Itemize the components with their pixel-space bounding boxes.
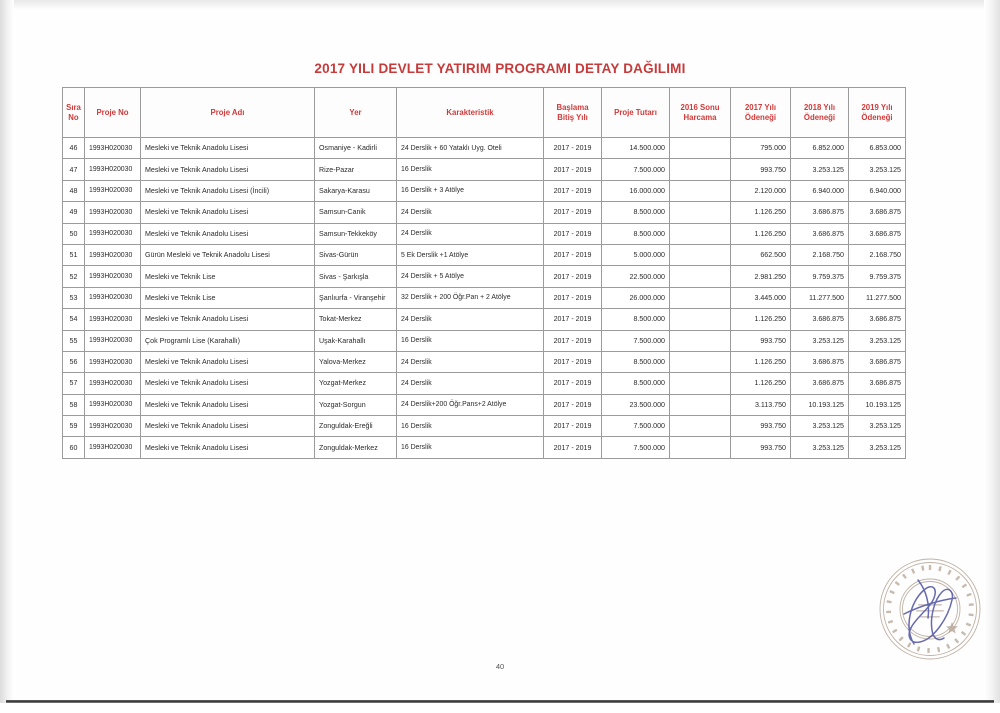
cell-proje-tutari: 26.000.000: [602, 287, 670, 308]
cell-sira: 52: [63, 266, 85, 287]
column-header-sira-line2: No: [68, 112, 79, 122]
cell-proje-tutari: 5.000.000: [602, 244, 670, 265]
cell-2018-odenegi: 3.686.875: [791, 309, 849, 330]
column-header-proje-no: [85, 88, 141, 138]
cell-proje-tutari: 8.500.000: [602, 309, 670, 330]
cell-2018-odenegi: 10.193.125: [791, 394, 849, 415]
cell-2019-odenegi: 6.853.000: [849, 138, 906, 159]
cell-2017-odenegi: 2.981.250: [731, 266, 791, 287]
cell-proje-adi: Mesleki ve Teknik Lise: [141, 287, 315, 308]
cell-baslama-bitis-yili: 2017 - 2019: [544, 437, 602, 458]
cell-2018-odenegi: 3.686.875: [791, 223, 849, 244]
table-row: [63, 138, 906, 159]
scan-edge-left: [0, 0, 14, 713]
table-row: [63, 287, 906, 308]
cell-proje-no: 1993H020030: [85, 138, 141, 159]
cell-baslama-bitis-yili: 2017 - 2019: [544, 244, 602, 265]
cell-proje-tutari: 7.500.000: [602, 437, 670, 458]
cell-2016-sonu-harcama: [670, 437, 731, 458]
cell-baslama-bitis-yili: 2017 - 2019: [544, 266, 602, 287]
cell-yer: Osmaniye - Kadirli: [315, 138, 397, 159]
cell-2017-odenegi: 1.126.250: [731, 309, 791, 330]
column-header-2018-line1: 2018 Yılı Ödeneği: [803, 102, 836, 122]
cell-proje-adi: Mesleki ve Teknik Anadolu Lisesi: [141, 223, 315, 244]
cell-2016-sonu-harcama: [670, 202, 731, 223]
cell-2018-odenegi: 11.277.500: [791, 287, 849, 308]
table-body: [63, 138, 906, 459]
cell-2019-odenegi: 3.253.125: [849, 159, 906, 180]
cell-proje-tutari: 23.500.000: [602, 394, 670, 415]
cell-karakteristik: 32 Derslik + 200 Öğr.Pan + 2 Atölye: [397, 287, 544, 308]
cell-sira: 47: [63, 159, 85, 180]
table-row: [63, 351, 906, 372]
cell-2019-odenegi: 3.253.125: [849, 416, 906, 437]
cell-2018-odenegi: 3.253.125: [791, 437, 849, 458]
cell-2019-odenegi: 6.940.000: [849, 180, 906, 201]
cell-yer: Rize-Pazar: [315, 159, 397, 180]
cell-proje-tutari: 7.500.000: [602, 330, 670, 351]
cell-2019-odenegi: 11.277.500: [849, 287, 906, 308]
cell-sira: 58: [63, 394, 85, 415]
column-header-yer-line1: Yer: [349, 107, 362, 117]
cell-proje-adi: Mesleki ve Teknik Anadolu Lisesi: [141, 138, 315, 159]
cell-karakteristik: 24 Derslik + 5 Atölye: [397, 266, 544, 287]
cell-yer: Samsun-Tekkeköy: [315, 223, 397, 244]
cell-proje-adi: Mesleki ve Teknik Anadolu Lisesi: [141, 159, 315, 180]
table-row: [63, 394, 906, 415]
cell-proje-tutari: 14.500.000: [602, 138, 670, 159]
cell-baslama-bitis-yili: 2017 - 2019: [544, 394, 602, 415]
cell-sira: 49: [63, 202, 85, 223]
cell-karakteristik: 24 Derslik: [397, 309, 544, 330]
seal-rings: [880, 559, 980, 659]
cell-2016-sonu-harcama: [670, 223, 731, 244]
cell-proje-no: 1993H020030: [85, 159, 141, 180]
cell-karakteristik: 24 Derslik: [397, 373, 544, 394]
handwritten-signature: [904, 580, 956, 644]
cell-karakteristik: 16 Derslik: [397, 159, 544, 180]
cell-karakteristik: 24 Derslik+200 Öğr.Pans+2 Atölye: [397, 394, 544, 415]
cell-2017-odenegi: 993.750: [731, 159, 791, 180]
cell-proje-adi: Çok Programlı Lise (Karahallı): [141, 330, 315, 351]
cell-proje-tutari: 8.500.000: [602, 373, 670, 394]
cell-2018-odenegi: 6.940.000: [791, 180, 849, 201]
cell-yer: Sivas - Şarkışla: [315, 266, 397, 287]
cell-proje-tutari: 8.500.000: [602, 202, 670, 223]
cell-yer: Tokat-Merkez: [315, 309, 397, 330]
cell-karakteristik: 24 Derslik: [397, 202, 544, 223]
cell-proje-adi: Mesleki ve Teknik Anadolu Lisesi: [141, 373, 315, 394]
scan-edge-right: [984, 0, 1000, 713]
page-title: 2017 YILI DEVLET YATIRIM PROGRAMI DETAY DAĞILIMI: [314, 61, 686, 76]
cell-2018-odenegi: 3.686.875: [791, 202, 849, 223]
scan-edge-top: [0, 0, 1000, 10]
cell-baslama-bitis-yili: 2017 - 2019: [544, 330, 602, 351]
table-row: [63, 437, 906, 458]
cell-baslama-bitis-yili: 2017 - 2019: [544, 223, 602, 244]
cell-2017-odenegi: 1.126.250: [731, 373, 791, 394]
column-header-karakteristik: [397, 88, 544, 138]
cell-2019-odenegi: 3.686.875: [849, 373, 906, 394]
column-header-2019-odenegi: [849, 88, 906, 138]
cell-sira: 51: [63, 244, 85, 265]
cell-karakteristik: 5 Ek Derslik +1 Atölye: [397, 244, 544, 265]
table-row: [63, 416, 906, 437]
cell-2016-sonu-harcama: [670, 309, 731, 330]
cell-2019-odenegi: 3.686.875: [849, 223, 906, 244]
cell-2018-odenegi: 9.759.375: [791, 266, 849, 287]
cell-2016-sonu-harcama: [670, 180, 731, 201]
column-header-2017-line1: 2017 Yılı Ödeneği: [744, 102, 777, 122]
column-header-proje-no-line1: Proje No: [96, 107, 129, 117]
cell-2017-odenegi: 3.445.000: [731, 287, 791, 308]
cell-2017-odenegi: 662.500: [731, 244, 791, 265]
scan-bottom-fill: [0, 703, 1000, 713]
cell-proje-adi: Mesleki ve Teknik Anadolu Lisesi (İncili): [141, 180, 315, 201]
cell-sira: 54: [63, 309, 85, 330]
cell-proje-no: 1993H020030: [85, 330, 141, 351]
cell-proje-tutari: 8.500.000: [602, 223, 670, 244]
cell-proje-tutari: 8.500.000: [602, 351, 670, 372]
cell-proje-no: 1993H020030: [85, 351, 141, 372]
cell-2019-odenegi: 9.759.375: [849, 266, 906, 287]
cell-yer: Zonguldak-Ereğli: [315, 416, 397, 437]
cell-2018-odenegi: 6.852.000: [791, 138, 849, 159]
table-row: [63, 266, 906, 287]
column-header-proje-adi: [141, 88, 315, 138]
cell-proje-adi: Mesleki ve Teknik Anadolu Lisesi: [141, 351, 315, 372]
column-header-harcama-line2: Harcama: [683, 112, 717, 122]
table-row: [63, 159, 906, 180]
cell-sira: 48: [63, 180, 85, 201]
cell-2016-sonu-harcama: [670, 373, 731, 394]
cell-sira: 57: [63, 373, 85, 394]
cell-2017-odenegi: 2.120.000: [731, 180, 791, 201]
cell-proje-no: 1993H020030: [85, 180, 141, 201]
cell-baslama-bitis-yili: 2017 - 2019: [544, 351, 602, 372]
column-header-2019-line1: 2019 Yılı Ödeneği: [861, 102, 893, 122]
cell-2016-sonu-harcama: [670, 351, 731, 372]
cell-proje-tutari: 7.500.000: [602, 416, 670, 437]
cell-sira: 53: [63, 287, 85, 308]
cell-2017-odenegi: 993.750: [731, 437, 791, 458]
cell-2019-odenegi: 3.686.875: [849, 351, 906, 372]
cell-baslama-bitis-yili: 2017 - 2019: [544, 309, 602, 330]
cell-baslama-bitis-yili: 2017 - 2019: [544, 138, 602, 159]
cell-yer: Yozgat-Merkez: [315, 373, 397, 394]
column-header-proje-tutari: [602, 88, 670, 138]
table-row: [63, 223, 906, 244]
cell-proje-no: 1993H020030: [85, 202, 141, 223]
cell-proje-no: 1993H020030: [85, 223, 141, 244]
cell-baslama-bitis-yili: 2017 - 2019: [544, 180, 602, 201]
cell-proje-adi: Mesleki ve Teknik Anadolu Lisesi: [141, 394, 315, 415]
cell-proje-no: 1993H020030: [85, 266, 141, 287]
cell-baslama-bitis-yili: 2017 - 2019: [544, 159, 602, 180]
column-header-sira-line1: Sıra: [66, 102, 81, 112]
column-header-karakteristik-line1: Karakteristik: [446, 107, 494, 117]
cell-proje-tutari: 22.500.000: [602, 266, 670, 287]
cell-2016-sonu-harcama: [670, 266, 731, 287]
investment-program-table-container: [62, 87, 905, 459]
table-row: [63, 244, 906, 265]
cell-2018-odenegi: 3.253.125: [791, 416, 849, 437]
cell-2017-odenegi: 993.750: [731, 416, 791, 437]
cell-proje-no: 1993H020030: [85, 309, 141, 330]
cell-2019-odenegi: 3.253.125: [849, 437, 906, 458]
cell-2018-odenegi: 2.168.750: [791, 244, 849, 265]
table-header: [63, 88, 906, 138]
cell-yer: Zonguldak-Merkez: [315, 437, 397, 458]
cell-baslama-bitis-yili: 2017 - 2019: [544, 202, 602, 223]
cell-yer: Şanlıurfa - Viranşehir: [315, 287, 397, 308]
cell-2019-odenegi: 2.168.750: [849, 244, 906, 265]
cell-proje-no: 1993H020030: [85, 416, 141, 437]
investment-program-table: [62, 87, 906, 459]
cell-proje-no: 1993H020030: [85, 244, 141, 265]
cell-2016-sonu-harcama: [670, 244, 731, 265]
cell-proje-adi: Mesleki ve Teknik Anadolu Lisesi: [141, 416, 315, 437]
table-row: [63, 202, 906, 223]
column-header-2018-odenegi: [791, 88, 849, 138]
cell-2016-sonu-harcama: [670, 287, 731, 308]
cell-proje-adi: Mesleki ve Teknik Lise: [141, 266, 315, 287]
cell-sira: 50: [63, 223, 85, 244]
cell-sira: 46: [63, 138, 85, 159]
page-number: 40: [495, 662, 505, 671]
column-header-baslama-line2: Bitiş Yılı: [557, 112, 588, 122]
cell-sira: 59: [63, 416, 85, 437]
seal-ring-text-marks: [886, 565, 974, 653]
cell-karakteristik: 16 Derslik: [397, 416, 544, 437]
cell-2017-odenegi: 1.126.250: [731, 351, 791, 372]
column-header-baslama-line1: Başlama: [556, 102, 589, 112]
cell-proje-no: 1993H020030: [85, 373, 141, 394]
cell-sira: 60: [63, 437, 85, 458]
cell-karakteristik: 16 Derslik: [397, 330, 544, 351]
cell-proje-adi: Mesleki ve Teknik Anadolu Lisesi: [141, 202, 315, 223]
cell-baslama-bitis-yili: 2017 - 2019: [544, 287, 602, 308]
column-header-harcama-line1: 2016 Sonu: [680, 102, 720, 112]
cell-karakteristik: 24 Derslik: [397, 223, 544, 244]
column-header-2017-odenegi: [731, 88, 791, 138]
column-header-sira: [63, 88, 85, 138]
table-header-row: [63, 88, 906, 138]
cell-karakteristik: 24 Derslik + 60 Yataklı Uyg. Oteli: [397, 138, 544, 159]
cell-2016-sonu-harcama: [670, 159, 731, 180]
cell-proje-adi: Mesleki ve Teknik Anadolu Lisesi: [141, 309, 315, 330]
cell-2018-odenegi: 3.253.125: [791, 330, 849, 351]
cell-2017-odenegi: 1.126.250: [731, 223, 791, 244]
cell-proje-tutari: 16.000.000: [602, 180, 670, 201]
cell-baslama-bitis-yili: 2017 - 2019: [544, 416, 602, 437]
cell-yer: Yozgat-Sorgun: [315, 394, 397, 415]
cell-2019-odenegi: 10.193.125: [849, 394, 906, 415]
cell-proje-no: 1993H020030: [85, 437, 141, 458]
cell-proje-adi: Mesleki ve Teknik Anadolu Lisesi: [141, 437, 315, 458]
table-row: [63, 373, 906, 394]
cell-2016-sonu-harcama: [670, 138, 731, 159]
official-seal-stamp: [874, 556, 986, 662]
cell-2019-odenegi: 3.253.125: [849, 330, 906, 351]
column-header-yer: [315, 88, 397, 138]
cell-2018-odenegi: 3.686.875: [791, 373, 849, 394]
cell-proje-no: 1993H020030: [85, 287, 141, 308]
cell-2019-odenegi: 3.686.875: [849, 202, 906, 223]
cell-2018-odenegi: 3.253.125: [791, 159, 849, 180]
cell-2017-odenegi: 993.750: [731, 330, 791, 351]
cell-sira: 55: [63, 330, 85, 351]
cell-2019-odenegi: 3.686.875: [849, 309, 906, 330]
cell-proje-no: 1993H020030: [85, 394, 141, 415]
table-row: [63, 180, 906, 201]
cell-proje-adi: Gürün Mesleki ve Teknik Anadolu Lisesi: [141, 244, 315, 265]
cell-2017-odenegi: 795.000: [731, 138, 791, 159]
cell-2017-odenegi: 1.126.250: [731, 202, 791, 223]
cell-karakteristik: 16 Derslik + 3 Atölye: [397, 180, 544, 201]
column-header-proje-tutari-line1: Proje Tutarı: [614, 107, 657, 117]
cell-yer: Uşak-Karahallı: [315, 330, 397, 351]
cell-karakteristik: 24 Derslik: [397, 351, 544, 372]
cell-yer: Yalova-Merkez: [315, 351, 397, 372]
column-header-2016-sonu-harcama: [670, 88, 731, 138]
cell-sira: 56: [63, 351, 85, 372]
column-header-proje-adi-line1: Proje Adı: [210, 107, 245, 117]
cell-yer: Samsun-Canik: [315, 202, 397, 223]
table-row: [63, 309, 906, 330]
cell-proje-tutari: 7.500.000: [602, 159, 670, 180]
cell-yer: Sivas-Gürün: [315, 244, 397, 265]
cell-2016-sonu-harcama: [670, 416, 731, 437]
cell-2016-sonu-harcama: [670, 394, 731, 415]
cell-baslama-bitis-yili: 2017 - 2019: [544, 373, 602, 394]
cell-yer: Sakarya-Karasu: [315, 180, 397, 201]
cell-karakteristik: 16 Derslik: [397, 437, 544, 458]
cell-2018-odenegi: 3.686.875: [791, 351, 849, 372]
cell-2016-sonu-harcama: [670, 330, 731, 351]
column-header-baslama-bitis-yili: [544, 88, 602, 138]
cell-2017-odenegi: 3.113.750: [731, 394, 791, 415]
table-row: [63, 330, 906, 351]
